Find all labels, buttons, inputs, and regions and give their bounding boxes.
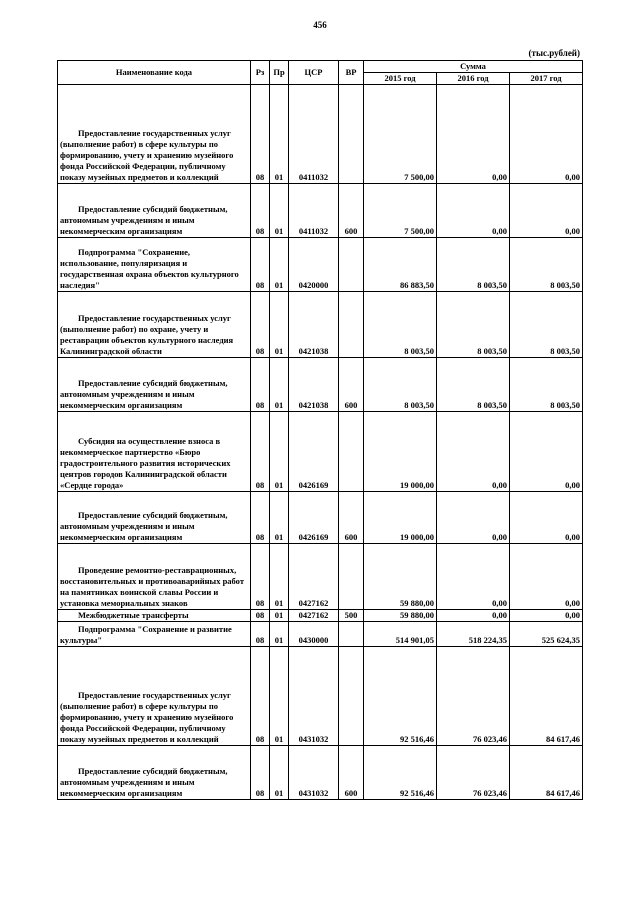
row-rz: 08	[251, 746, 270, 800]
row-rz: 08	[251, 412, 270, 492]
table-row	[58, 292, 583, 358]
row-amount-2016: 0,00	[437, 544, 510, 610]
row-rz: 08	[251, 85, 270, 184]
row-pr: 01	[270, 412, 289, 492]
row-name	[58, 184, 251, 238]
row-vr	[339, 238, 364, 292]
row-pr: 01	[270, 85, 289, 184]
row-amount-2015: 86 883,50	[364, 238, 437, 292]
row-pr: 01	[270, 622, 289, 647]
row-name-text: Предоставление государственных услуг (выполнение работ) по охране, учету и реставрации объектов культурного наследия Калининградской области	[60, 312, 234, 357]
row-vr	[339, 292, 364, 358]
row-amount-2017: 0,00	[510, 85, 583, 184]
table-row	[58, 622, 583, 647]
header-vr: ВР	[339, 61, 364, 85]
row-csr: 0421038	[289, 358, 339, 412]
table-header	[58, 61, 583, 85]
row-amount-2016: 8 003,50	[437, 358, 510, 412]
budget-table	[57, 60, 583, 800]
row-pr: 01	[270, 610, 289, 622]
row-amount-2016: 8 003,50	[437, 238, 510, 292]
row-name	[58, 238, 251, 292]
row-amount-2017: 8 003,50	[510, 292, 583, 358]
table-row	[58, 85, 583, 184]
header-year-2015: 2015 год	[364, 73, 437, 85]
row-name-text: Предоставление государственных услуг (выполнение работ) в сфере культуры по формированию, учету и хранению музейного фонда Российской Федерации, публичному показу музейных предметов и коллекций	[60, 127, 234, 183]
row-name	[58, 492, 251, 544]
table-row	[58, 544, 583, 610]
row-csr: 0420000	[289, 238, 339, 292]
row-amount-2016: 0,00	[437, 610, 510, 622]
row-name-text: Предоставление субсидий бюджетным, автономным учреждениям и иным некоммерческим организациям	[60, 203, 228, 237]
row-amount-2015: 19 000,00	[364, 412, 437, 492]
row-rz: 08	[251, 184, 270, 238]
units-label: (тыс.рублей)	[528, 48, 580, 58]
row-name	[58, 292, 251, 358]
row-name-text: Предоставление субсидий бюджетным, автономным учреждениям и иным некоммерческим организациям	[60, 766, 228, 799]
table-row	[58, 647, 583, 746]
row-vr	[339, 85, 364, 184]
row-vr: 600	[339, 358, 364, 412]
row-amount-2016: 518 224,35	[437, 622, 510, 647]
row-csr: 0431032	[289, 647, 339, 746]
row-pr: 01	[270, 544, 289, 610]
row-pr: 01	[270, 647, 289, 746]
row-name-text: Субсидия на осуществление взноса в некоммерческое партнерство «Бюро градостроительного развития исторических центров городов Калининградской области «Сердце города»	[60, 435, 231, 491]
row-rz: 08	[251, 358, 270, 412]
row-amount-2017: 525 624,35	[510, 622, 583, 647]
row-name	[58, 412, 251, 492]
row-rz: 08	[251, 238, 270, 292]
row-vr	[339, 622, 364, 647]
row-csr: 0411032	[289, 85, 339, 184]
row-vr	[339, 412, 364, 492]
row-amount-2015: 92 516,46	[364, 647, 437, 746]
row-pr: 01	[270, 358, 289, 412]
row-csr: 0431032	[289, 746, 339, 800]
row-amount-2016: 0,00	[437, 412, 510, 492]
header-csr: ЦСР	[289, 61, 339, 85]
row-amount-2015: 7 500,00	[364, 184, 437, 238]
table-row	[58, 492, 583, 544]
row-amount-2015: 59 880,00	[364, 610, 437, 622]
row-amount-2017: 84 617,46	[510, 647, 583, 746]
header-sum: Сумма	[364, 61, 583, 73]
row-amount-2015: 19 000,00	[364, 492, 437, 544]
header-pr: Пр	[270, 61, 289, 85]
row-pr: 01	[270, 238, 289, 292]
row-name-text: Предоставление государственных услуг (выполнение работ) в сфере культуры по формированию, учету и хранению музейного фонда Российской Федерации, публичному показу музейных предметов и коллекций	[60, 689, 234, 745]
header-year-2017: 2017 год	[510, 73, 583, 85]
row-rz: 08	[251, 292, 270, 358]
row-csr: 0427162	[289, 610, 339, 622]
row-name	[58, 358, 251, 412]
table-row	[58, 412, 583, 492]
table-row	[58, 184, 583, 238]
row-amount-2016: 0,00	[437, 184, 510, 238]
row-amount-2017: 0,00	[510, 412, 583, 492]
row-amount-2015: 7 500,00	[364, 85, 437, 184]
row-name-text: Подпрограмма "Сохранение и развитие культуры"	[60, 624, 232, 646]
row-rz: 08	[251, 544, 270, 610]
row-name-text: Межбюджетные трансферты	[78, 610, 189, 621]
row-amount-2016: 8 003,50	[437, 292, 510, 358]
row-vr: 600	[339, 184, 364, 238]
table-body	[58, 85, 583, 800]
row-rz: 08	[251, 622, 270, 647]
row-amount-2017: 0,00	[510, 610, 583, 622]
row-name-text: Подпрограмма "Сохранение, использование, популяризация и государственная охрана объектов культурного наследия"	[60, 246, 239, 291]
table-row	[58, 610, 583, 622]
row-csr: 0430000	[289, 622, 339, 647]
row-amount-2015: 59 880,00	[364, 544, 437, 610]
table-row	[58, 358, 583, 412]
row-csr: 0426169	[289, 492, 339, 544]
row-csr: 0411032	[289, 184, 339, 238]
row-amount-2016: 0,00	[437, 85, 510, 184]
row-vr	[339, 544, 364, 610]
table-row	[58, 746, 583, 800]
row-name	[58, 85, 251, 184]
row-rz: 08	[251, 492, 270, 544]
row-name	[58, 746, 251, 800]
row-csr: 0426169	[289, 412, 339, 492]
row-name-text: Проведение ремонтно-реставрационных, восстановительных и противоаварийных работ на памятниках воинской славы России и установка мемориальных знаков	[60, 564, 244, 609]
row-amount-2015: 514 901,05	[364, 622, 437, 647]
row-vr: 500	[339, 610, 364, 622]
header-rz: Рз	[251, 61, 270, 85]
row-name-text: Предоставление субсидий бюджетным, автономным учреждениям и иным некоммерческим организациям	[60, 377, 228, 411]
row-pr: 01	[270, 184, 289, 238]
row-name	[58, 622, 251, 647]
row-amount-2016: 76 023,46	[437, 746, 510, 800]
row-vr	[339, 647, 364, 746]
row-rz: 08	[251, 647, 270, 746]
row-amount-2017: 0,00	[510, 184, 583, 238]
header-year-2016: 2016 год	[437, 73, 510, 85]
row-name-text: Предоставление субсидий бюджетным, автономным учреждениям и иным некоммерческим организациям	[60, 509, 228, 543]
row-vr: 600	[339, 492, 364, 544]
row-amount-2017: 84 617,46	[510, 746, 583, 800]
row-vr: 600	[339, 746, 364, 800]
row-name	[58, 647, 251, 746]
row-csr: 0427162	[289, 544, 339, 610]
row-csr: 0421038	[289, 292, 339, 358]
header-name: Наименование кода	[58, 61, 251, 85]
row-amount-2015: 8 003,50	[364, 358, 437, 412]
table-row	[58, 238, 583, 292]
row-name	[58, 610, 251, 622]
row-amount-2015: 8 003,50	[364, 292, 437, 358]
row-name	[58, 544, 251, 610]
row-pr: 01	[270, 492, 289, 544]
row-pr: 01	[270, 746, 289, 800]
row-amount-2017: 8 003,50	[510, 358, 583, 412]
page-number: 456	[313, 20, 327, 30]
row-amount-2015: 92 516,46	[364, 746, 437, 800]
row-amount-2017: 0,00	[510, 492, 583, 544]
row-amount-2017: 0,00	[510, 544, 583, 610]
row-amount-2016: 0,00	[437, 492, 510, 544]
row-amount-2016: 76 023,46	[437, 647, 510, 746]
row-rz: 08	[251, 610, 270, 622]
row-pr: 01	[270, 292, 289, 358]
row-amount-2017: 8 003,50	[510, 238, 583, 292]
